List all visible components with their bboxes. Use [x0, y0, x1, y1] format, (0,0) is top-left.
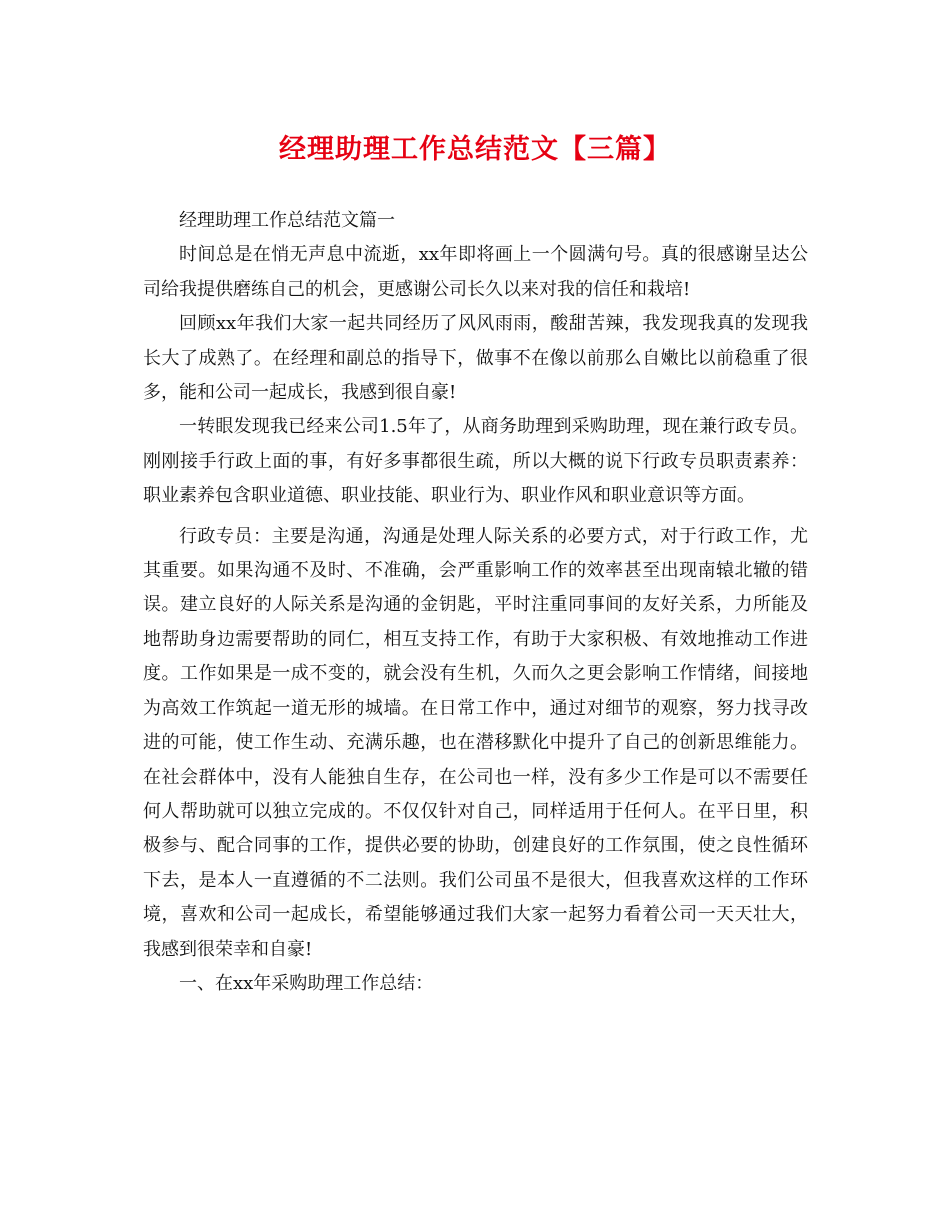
paragraph-1: 时间总是在悄无声息中流逝，xx年即将画上一个圆满句号。真的很感谢呈达公司给我提供磨练自己的机会，更感谢公司长久以来对我的信任和栽培! — [143, 244, 808, 300]
document-body — [143, 204, 808, 1001]
paragraph-4: 行政专员：主要是沟通，沟通是处理人际关系的必要方式，对于行政工作，尤其重要。如果沟通不及时、不准确，会严重影响工作的效率甚至出现南辕北辙的错误。建立良好的人际关系是沟通的金钥匙，平时注重同事间的友好关系，力所能及地帮助身边需要帮助的同仁，相互支持工作，有助于大家积极、有效地推动工作进度。工作如果是一成不变的，就会没有生机，久而久之更会影响工作情绪，间接地为高效工作筑起一道无形的城墙。在日常工作中，通过对细节的观察，努力找寻改进的可能，使工作生动、充满乐趣，也在潜移默化中提升了自己的创新思维能力。在社会群体中，没有人能独自生存，在公司也一样，没有多少工作是可以不需要任何人帮助就可以独立完成的。不仅仅针对自己，同样适用于任何人。在平日里，积极参与、配合同事的工作，提供必要的协助，创建良好的工作氛围，使之良性循环下去，是本人一直遵循的不二法则。我们公司虽不是很大，但我喜欢这样的工作环境，喜欢和公司一起成长，希望能够通过我们大家一起努力看着公司一天天壮大，我感到很荣幸和自豪! — [143, 525, 808, 960]
paragraph-5: 一、在xx年采购助理工作总结： — [179, 972, 434, 994]
paragraph-2: 回顾xx年我们大家一起共同经历了风风雨雨，酸甜苦辣，我发现我真的发现我长大了成熟了。在经理和副总的指导下，做事不在像以前那么自嫩比以前稳重了很多，能和公司一起成长，我感到很自豪! — [143, 313, 808, 404]
document-title: 经理助理工作总结范文【三篇】 — [279, 134, 671, 165]
section-heading: 经理助理工作总结范文篇一 — [179, 210, 395, 231]
paragraph-3: 一转眼发现我已经来公司1.5年了，从商务助理到采购助理，现在兼行政专员。刚刚接手行政上面的事，有好多事都很生疏，所以大概的说下行政专员职责素养：职业素养包含职业道德、职业技能、职业行为、职业作风和职业意识等方面。 — [143, 416, 808, 507]
